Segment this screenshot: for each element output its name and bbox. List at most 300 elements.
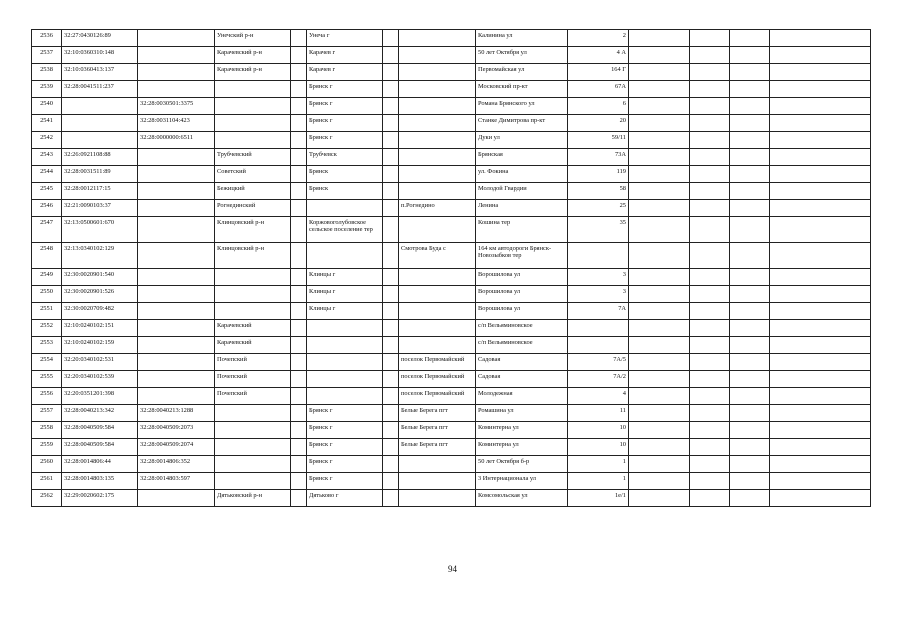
row-number-cell: 2560 bbox=[32, 456, 62, 473]
city-cell bbox=[307, 320, 383, 337]
empty-cell bbox=[383, 439, 399, 456]
city-cell bbox=[307, 337, 383, 354]
street-cell: Кошина тер bbox=[476, 217, 568, 243]
empty-cell bbox=[730, 149, 770, 166]
district-cell: Унечский р-н bbox=[215, 30, 291, 47]
building-cadastral-cell bbox=[138, 388, 215, 405]
house-number-cell: 73А bbox=[568, 149, 629, 166]
empty-cell bbox=[690, 422, 730, 439]
empty-cell bbox=[730, 303, 770, 320]
building-cadastral-cell bbox=[138, 320, 215, 337]
cadastral-number-cell: 32:28:0040509:584 bbox=[62, 422, 138, 439]
empty-cell bbox=[730, 286, 770, 303]
district-cell bbox=[215, 98, 291, 115]
empty-cell bbox=[291, 456, 307, 473]
city-cell: Брянск г bbox=[307, 422, 383, 439]
empty-cell bbox=[730, 166, 770, 183]
street-cell: Брянская bbox=[476, 149, 568, 166]
cadastral-number-cell: 32:27:0430126:89 bbox=[62, 30, 138, 47]
empty-cell bbox=[383, 243, 399, 269]
empty-cell bbox=[690, 243, 730, 269]
house-number-cell: 7А/2 bbox=[568, 371, 629, 388]
empty-cell bbox=[291, 405, 307, 422]
empty-cell bbox=[730, 30, 770, 47]
empty-cell bbox=[690, 303, 730, 320]
empty-cell bbox=[690, 269, 730, 286]
building-cadastral-cell bbox=[138, 217, 215, 243]
empty-cell bbox=[383, 371, 399, 388]
empty-cell bbox=[383, 200, 399, 217]
empty-cell bbox=[770, 166, 871, 183]
street-cell: Комсомольская ул bbox=[476, 490, 568, 507]
table-row bbox=[32, 149, 871, 166]
building-cadastral-cell bbox=[138, 371, 215, 388]
empty-cell bbox=[291, 490, 307, 507]
house-number-cell: 4 bbox=[568, 388, 629, 405]
table-row bbox=[32, 456, 871, 473]
empty-cell bbox=[770, 405, 871, 422]
district-cell: Клинцовский р-н bbox=[215, 243, 291, 269]
street-cell: Московский пр-кт bbox=[476, 81, 568, 98]
empty-cell bbox=[291, 337, 307, 354]
row-number-cell: 2553 bbox=[32, 337, 62, 354]
empty-cell bbox=[770, 81, 871, 98]
empty-cell bbox=[629, 200, 690, 217]
empty-cell bbox=[770, 337, 871, 354]
settlement-cell bbox=[399, 149, 476, 166]
empty-cell bbox=[770, 200, 871, 217]
building-cadastral-cell bbox=[138, 354, 215, 371]
row-number-cell: 2554 bbox=[32, 354, 62, 371]
district-cell: Карачевский bbox=[215, 337, 291, 354]
house-number-cell: 1е/1 bbox=[568, 490, 629, 507]
district-cell bbox=[215, 81, 291, 98]
empty-cell bbox=[690, 286, 730, 303]
settlement-cell: поселок Первомайский bbox=[399, 388, 476, 405]
empty-cell bbox=[291, 166, 307, 183]
street-cell: Дуки ул bbox=[476, 132, 568, 149]
empty-cell bbox=[770, 439, 871, 456]
empty-cell bbox=[629, 217, 690, 243]
cadastral-number-cell: 32:28:0014803:135 bbox=[62, 473, 138, 490]
city-cell: Карачев г bbox=[307, 47, 383, 64]
empty-cell bbox=[629, 64, 690, 81]
empty-cell bbox=[383, 490, 399, 507]
street-cell: Молодежная bbox=[476, 388, 568, 405]
empty-cell bbox=[770, 490, 871, 507]
table-row bbox=[32, 422, 871, 439]
empty-cell bbox=[629, 456, 690, 473]
street-cell: 164 км автодороги Брянск-Новозыбков тер bbox=[476, 243, 568, 269]
house-number-cell: 20 bbox=[568, 115, 629, 132]
settlement-cell bbox=[399, 166, 476, 183]
table-row bbox=[32, 166, 871, 183]
empty-cell bbox=[730, 439, 770, 456]
city-cell bbox=[307, 388, 383, 405]
district-cell: Почепский bbox=[215, 371, 291, 388]
building-cadastral-cell bbox=[138, 269, 215, 286]
table-row bbox=[32, 371, 871, 388]
cadastral-number-cell bbox=[62, 98, 138, 115]
house-number-cell: 59/11 bbox=[568, 132, 629, 149]
empty-cell bbox=[730, 183, 770, 200]
building-cadastral-cell bbox=[138, 166, 215, 183]
building-cadastral-cell: 32:28:0014803:597 bbox=[138, 473, 215, 490]
row-number-cell: 2562 bbox=[32, 490, 62, 507]
empty-cell bbox=[291, 30, 307, 47]
empty-cell bbox=[291, 243, 307, 269]
empty-cell bbox=[383, 81, 399, 98]
empty-cell bbox=[291, 320, 307, 337]
settlement-cell bbox=[399, 98, 476, 115]
empty-cell bbox=[770, 47, 871, 64]
table-row bbox=[32, 217, 871, 243]
house-number-cell bbox=[568, 243, 629, 269]
empty-cell bbox=[629, 405, 690, 422]
empty-cell bbox=[690, 30, 730, 47]
table-row bbox=[32, 303, 871, 320]
table-row bbox=[32, 320, 871, 337]
settlement-cell: Белые Берега пгт bbox=[399, 439, 476, 456]
empty-cell bbox=[629, 354, 690, 371]
settlement-cell bbox=[399, 490, 476, 507]
building-cadastral-cell bbox=[138, 30, 215, 47]
empty-cell bbox=[291, 115, 307, 132]
empty-cell bbox=[730, 115, 770, 132]
empty-cell bbox=[690, 200, 730, 217]
table-row bbox=[32, 388, 871, 405]
empty-cell bbox=[730, 354, 770, 371]
empty-cell bbox=[690, 456, 730, 473]
row-number-cell: 2538 bbox=[32, 64, 62, 81]
house-number-cell: 10 bbox=[568, 439, 629, 456]
street-cell: 50 лет Октября б-р bbox=[476, 456, 568, 473]
building-cadastral-cell: 32:28:0014806:352 bbox=[138, 456, 215, 473]
empty-cell bbox=[690, 217, 730, 243]
house-number-cell: 10 bbox=[568, 422, 629, 439]
empty-cell bbox=[690, 115, 730, 132]
table-row bbox=[32, 132, 871, 149]
empty-cell bbox=[629, 47, 690, 64]
empty-cell bbox=[730, 64, 770, 81]
building-cadastral-cell bbox=[138, 337, 215, 354]
empty-cell bbox=[690, 354, 730, 371]
row-number-cell: 2540 bbox=[32, 98, 62, 115]
district-cell bbox=[215, 456, 291, 473]
empty-cell bbox=[383, 303, 399, 320]
house-number-cell: 1 bbox=[568, 473, 629, 490]
district-cell bbox=[215, 473, 291, 490]
empty-cell bbox=[383, 64, 399, 81]
street-cell: Калинина ул bbox=[476, 30, 568, 47]
house-number-cell: 25 bbox=[568, 200, 629, 217]
row-number-cell: 2558 bbox=[32, 422, 62, 439]
district-cell: Почепский bbox=[215, 388, 291, 405]
house-number-cell: 4 А bbox=[568, 47, 629, 64]
table-row bbox=[32, 490, 871, 507]
empty-cell bbox=[770, 115, 871, 132]
empty-cell bbox=[770, 217, 871, 243]
house-number-cell bbox=[568, 337, 629, 354]
empty-cell bbox=[690, 64, 730, 81]
row-number-cell: 2551 bbox=[32, 303, 62, 320]
house-number-cell: 35 bbox=[568, 217, 629, 243]
table-row bbox=[32, 183, 871, 200]
table-row bbox=[32, 286, 871, 303]
empty-cell bbox=[291, 149, 307, 166]
city-cell bbox=[307, 354, 383, 371]
row-number-cell: 2549 bbox=[32, 269, 62, 286]
district-cell bbox=[215, 422, 291, 439]
empty-cell bbox=[690, 98, 730, 115]
city-cell: Брянск г bbox=[307, 405, 383, 422]
house-number-cell: 164 Г bbox=[568, 64, 629, 81]
row-number-cell: 2541 bbox=[32, 115, 62, 132]
row-number-cell: 2536 bbox=[32, 30, 62, 47]
table-row bbox=[32, 337, 871, 354]
settlement-cell bbox=[399, 303, 476, 320]
cadastral-number-cell: 32:30:0020709:482 bbox=[62, 303, 138, 320]
city-cell: Клинцы г bbox=[307, 303, 383, 320]
table-row bbox=[32, 354, 871, 371]
building-cadastral-cell bbox=[138, 47, 215, 64]
street-cell: 50 лет Октября ул bbox=[476, 47, 568, 64]
row-number-cell: 2555 bbox=[32, 371, 62, 388]
street-cell: с/п Вельяминовское bbox=[476, 337, 568, 354]
empty-cell bbox=[291, 132, 307, 149]
house-number-cell bbox=[568, 320, 629, 337]
settlement-cell bbox=[399, 47, 476, 64]
empty-cell bbox=[629, 243, 690, 269]
empty-cell bbox=[291, 217, 307, 243]
empty-cell bbox=[383, 166, 399, 183]
building-cadastral-cell bbox=[138, 286, 215, 303]
empty-cell bbox=[770, 473, 871, 490]
table-row bbox=[32, 64, 871, 81]
city-cell: Брянск г bbox=[307, 98, 383, 115]
city-cell: Клинцы г bbox=[307, 269, 383, 286]
row-number-cell: 2557 bbox=[32, 405, 62, 422]
street-cell: Первомайская ул bbox=[476, 64, 568, 81]
empty-cell bbox=[629, 115, 690, 132]
row-number-cell: 2561 bbox=[32, 473, 62, 490]
street-cell: 3 Интернационала ул bbox=[476, 473, 568, 490]
empty-cell bbox=[291, 64, 307, 81]
empty-cell bbox=[730, 217, 770, 243]
house-number-cell: 11 bbox=[568, 405, 629, 422]
empty-cell bbox=[730, 371, 770, 388]
empty-cell bbox=[383, 337, 399, 354]
empty-cell bbox=[629, 166, 690, 183]
city-cell: Брянск bbox=[307, 183, 383, 200]
empty-cell bbox=[291, 47, 307, 64]
cadastral-number-cell: 32:13:0340102:129 bbox=[62, 243, 138, 269]
empty-cell bbox=[770, 388, 871, 405]
district-cell: Карачевский bbox=[215, 320, 291, 337]
empty-cell bbox=[730, 388, 770, 405]
empty-cell bbox=[690, 337, 730, 354]
empty-cell bbox=[291, 286, 307, 303]
street-cell: Ворошилова ул bbox=[476, 303, 568, 320]
district-cell: Дятьковский р-н bbox=[215, 490, 291, 507]
row-number-cell: 2552 bbox=[32, 320, 62, 337]
cadastral-number-cell: 32:26:0921108:88 bbox=[62, 149, 138, 166]
empty-cell bbox=[690, 149, 730, 166]
city-cell: Карачев г bbox=[307, 64, 383, 81]
city-cell bbox=[307, 200, 383, 217]
city-cell: Коржовоголубовское сельское поселение тер bbox=[307, 217, 383, 243]
city-cell: Брянск г bbox=[307, 473, 383, 490]
street-cell: Садовая bbox=[476, 354, 568, 371]
building-cadastral-cell: 32:28:0040509:2074 bbox=[138, 439, 215, 456]
building-cadastral-cell bbox=[138, 183, 215, 200]
district-cell bbox=[215, 115, 291, 132]
cadastral-number-cell bbox=[62, 115, 138, 132]
city-cell bbox=[307, 243, 383, 269]
empty-cell bbox=[291, 354, 307, 371]
cadastral-number-cell: 32:28:0040213:342 bbox=[62, 405, 138, 422]
city-cell: Брянск bbox=[307, 166, 383, 183]
empty-cell bbox=[690, 388, 730, 405]
empty-cell bbox=[730, 422, 770, 439]
settlement-cell bbox=[399, 132, 476, 149]
empty-cell bbox=[629, 422, 690, 439]
empty-cell bbox=[770, 98, 871, 115]
district-cell: Рогнединский bbox=[215, 200, 291, 217]
house-number-cell: 7А/5 bbox=[568, 354, 629, 371]
building-cadastral-cell bbox=[138, 81, 215, 98]
empty-cell bbox=[770, 320, 871, 337]
building-cadastral-cell bbox=[138, 303, 215, 320]
empty-cell bbox=[770, 354, 871, 371]
empty-cell bbox=[291, 371, 307, 388]
building-cadastral-cell: 32:28:0040213:1288 bbox=[138, 405, 215, 422]
settlement-cell: поселок Первомайский bbox=[399, 354, 476, 371]
city-cell: Унеча г bbox=[307, 30, 383, 47]
empty-cell bbox=[629, 388, 690, 405]
building-cadastral-cell bbox=[138, 200, 215, 217]
city-cell: Брянск г bbox=[307, 132, 383, 149]
cadastral-number-cell: 32:29:0020602:175 bbox=[62, 490, 138, 507]
empty-cell bbox=[291, 183, 307, 200]
building-cadastral-cell bbox=[138, 149, 215, 166]
district-cell: Трубчевский bbox=[215, 149, 291, 166]
table-row bbox=[32, 405, 871, 422]
empty-cell bbox=[291, 81, 307, 98]
city-cell: Трубчевск bbox=[307, 149, 383, 166]
empty-cell bbox=[770, 183, 871, 200]
cadastral-number-cell: 32:28:0031511:89 bbox=[62, 166, 138, 183]
building-cadastral-cell: 32:28:0030501:3375 bbox=[138, 98, 215, 115]
settlement-cell bbox=[399, 115, 476, 132]
city-cell: Клинцы г bbox=[307, 286, 383, 303]
settlement-cell: Белые Берега пгт bbox=[399, 422, 476, 439]
cadastral-number-cell: 32:13:0500601:670 bbox=[62, 217, 138, 243]
street-cell: Молодой Гвардии bbox=[476, 183, 568, 200]
empty-cell bbox=[383, 422, 399, 439]
street-cell: Романа Брянского ул bbox=[476, 98, 568, 115]
settlement-cell bbox=[399, 269, 476, 286]
row-number-cell: 2545 bbox=[32, 183, 62, 200]
cadastral-number-cell: 32:30:0020901:526 bbox=[62, 286, 138, 303]
city-cell: Брянск г bbox=[307, 439, 383, 456]
empty-cell bbox=[690, 405, 730, 422]
empty-cell bbox=[629, 473, 690, 490]
row-number-cell: 2542 bbox=[32, 132, 62, 149]
district-cell bbox=[215, 405, 291, 422]
empty-cell bbox=[629, 98, 690, 115]
district-cell bbox=[215, 269, 291, 286]
empty-cell bbox=[383, 30, 399, 47]
empty-cell bbox=[770, 149, 871, 166]
empty-cell bbox=[383, 269, 399, 286]
table-row bbox=[32, 439, 871, 456]
house-number-cell: 6 bbox=[568, 98, 629, 115]
empty-cell bbox=[730, 132, 770, 149]
district-cell: Карачевский р-н bbox=[215, 47, 291, 64]
settlement-cell bbox=[399, 64, 476, 81]
empty-cell bbox=[629, 149, 690, 166]
cadastral-number-cell: 32:28:0012117:15 bbox=[62, 183, 138, 200]
settlement-cell bbox=[399, 30, 476, 47]
empty-cell bbox=[291, 200, 307, 217]
table-row bbox=[32, 269, 871, 286]
empty-cell bbox=[383, 286, 399, 303]
empty-cell bbox=[690, 320, 730, 337]
register-table bbox=[31, 29, 871, 507]
empty-cell bbox=[730, 337, 770, 354]
table-row bbox=[32, 81, 871, 98]
settlement-cell: п.Рогнедино bbox=[399, 200, 476, 217]
settlement-cell bbox=[399, 337, 476, 354]
empty-cell bbox=[291, 98, 307, 115]
empty-cell bbox=[690, 490, 730, 507]
table-row bbox=[32, 243, 871, 269]
cadastral-number-cell: 32:20:0351201:398 bbox=[62, 388, 138, 405]
empty-cell bbox=[383, 473, 399, 490]
cadastral-number-cell: 32:21:0090103:37 bbox=[62, 200, 138, 217]
empty-cell bbox=[629, 132, 690, 149]
settlement-cell bbox=[399, 183, 476, 200]
empty-cell bbox=[383, 132, 399, 149]
empty-cell bbox=[629, 269, 690, 286]
empty-cell bbox=[730, 405, 770, 422]
empty-cell bbox=[690, 439, 730, 456]
empty-cell bbox=[629, 371, 690, 388]
empty-cell bbox=[730, 320, 770, 337]
city-cell: Дятьково г bbox=[307, 490, 383, 507]
empty-cell bbox=[629, 286, 690, 303]
empty-cell bbox=[690, 166, 730, 183]
street-cell: Ворошилова ул bbox=[476, 269, 568, 286]
street-cell: Садовая bbox=[476, 371, 568, 388]
empty-cell bbox=[383, 320, 399, 337]
street-cell: Ворошилова ул bbox=[476, 286, 568, 303]
table-row bbox=[32, 47, 871, 64]
house-number-cell: 1 bbox=[568, 456, 629, 473]
empty-cell bbox=[690, 132, 730, 149]
empty-cell bbox=[770, 132, 871, 149]
cadastral-number-cell: 32:30:0020901:540 bbox=[62, 269, 138, 286]
building-cadastral-cell bbox=[138, 490, 215, 507]
cadastral-number-cell: 32:20:0340102:531 bbox=[62, 354, 138, 371]
city-cell bbox=[307, 371, 383, 388]
city-cell: Брянск г bbox=[307, 115, 383, 132]
empty-cell bbox=[291, 422, 307, 439]
street-cell: Ленина bbox=[476, 200, 568, 217]
empty-cell bbox=[770, 286, 871, 303]
empty-cell bbox=[690, 183, 730, 200]
